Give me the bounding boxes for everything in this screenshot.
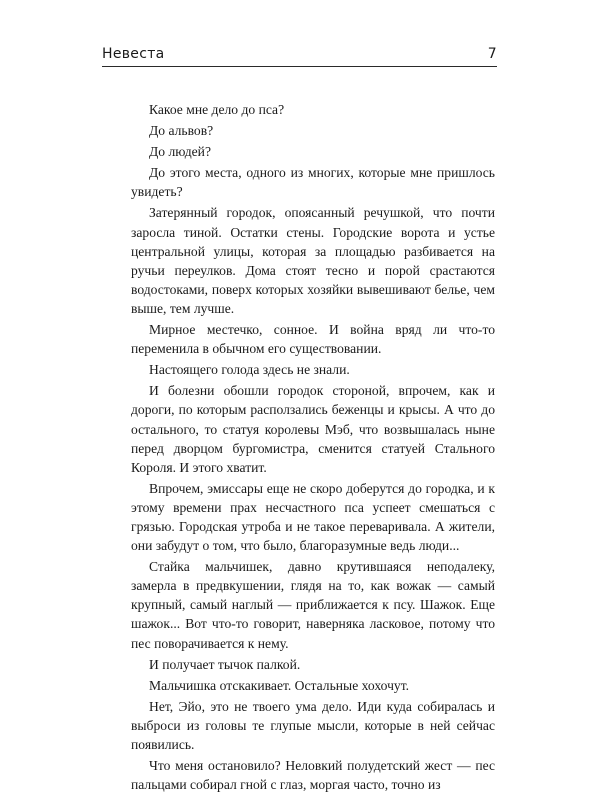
paragraph: До этого места, одного из многих, которые мне пришлось увидеть? — [131, 165, 495, 200]
paragraph: И получает тычок палкой. — [149, 656, 301, 672]
paragraph: Мальчишка отскакивает. Остальные хохочут. — [149, 677, 410, 693]
running-header — [102, 44, 497, 67]
chapter-title: Невеста — [102, 46, 165, 62]
paragraph: И болезни обошли городок стороной, впрочем, как и дороги, по которым расползались беженцы и крысы. А что до остального, то статуя королевы Мэб, что возвышалась ныне перед дворцом бургомистра, сменится статуей Стального Короля. И этого хватит. — [131, 383, 495, 475]
paragraph: Нет, Эйо, это не твоего ума дело. Иди куда собиралась и выброси из головы те глупые мысли, которые в ней сейчас появились. — [131, 698, 495, 752]
paragraph: Затерянный городок, опоясанный речушкой, что почти заросла тиной. Остатки стены. Городские ворота и устье центральной улицы, которая за площадью разбивается на ручьи переулков. Дома стоят тесно и порой срастаются водостоками, поверх которых хозяйки вывешивают белье, чем выше, тем лучше. — [131, 205, 495, 316]
page-number: 7 — [487, 46, 497, 62]
paragraph: До людей? — [149, 144, 211, 160]
paragraph: Стайка мальчишек, давно крутившаяся неподалеку, замерла в предвкушении, глядя на то, как вожак — самый крупный, самый наглый — приближается к псу. Шажок. Еще шажок... Вот что-то говорит, наверняка ласковое, потому что пес поворачивается к нему. — [131, 559, 495, 651]
paragraph: Какое мне дело до пса? — [149, 102, 285, 117]
paragraph: Настоящего голода здесь не знали. — [149, 362, 350, 378]
paragraph: Впрочем, эмиссары еще не скоро доберутся до городка, и к этому времени прах несчастного пса успеет смешаться с грязью. Городская утроба и не такое переваривала. А жители, они забудут о том, что было, благоразумные ведь люди... — [131, 480, 495, 554]
paragraph: Мирное местечко, сонное. И война вряд ли что-то переменила в обычном его существовании. — [131, 322, 495, 357]
paragraph: Что меня остановило? Неловкий полудетский жест — пес пальцами собирал гной с глаз, моргая часто, точно из — [131, 758, 495, 793]
paragraph: До альвов? — [149, 123, 214, 139]
page-body — [131, 100, 495, 796]
